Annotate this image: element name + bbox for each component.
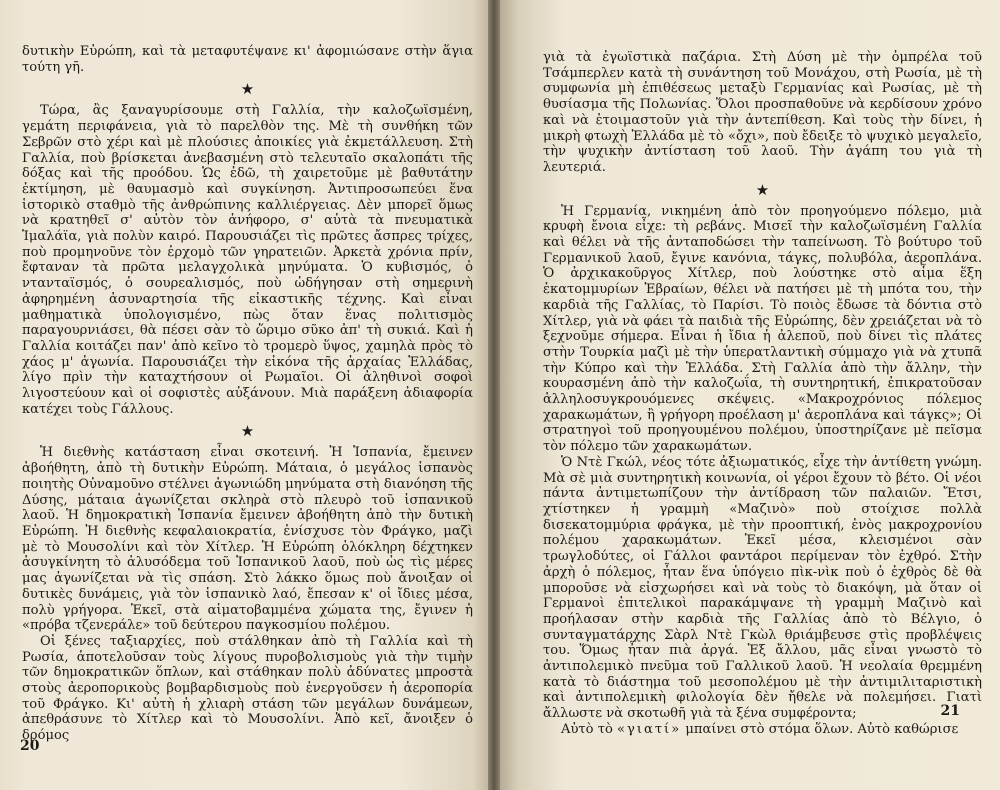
paragraph: Οἱ ξένες ταξιαρχίες, ποὺ στάλθηκαν ἀπὸ τὴ Γαλλία καὶ τὴ Ρωσία, ἀποτελοῦσαν τοὺς λίγους πυροβολισμοὺς γιὰ τὴν τιμὴν τῶν δημοκρατικῶν ὅπλων, καὶ στάθηκαν πολὺ ἀδύνατες μπροστὰ στοὺς ἀεροπορικοὺς βομβαρδισμοὺς ποὺ ἐνεργοῦσεν ἡ ἀεροπορία τοῦ Φράγκο. Κι' αὐτὴ ἡ χλιαρὴ στάση τῶν μεγάλων δυνάμεων, ἀπεθράσυνε τὸ Χίτλερ καὶ τὸ Μουσολίνι. Ἀπὸ κεῖ, ἄνοιξεν ὁ δρόμος <box>22 633 473 744</box>
section-star-icon: ★ <box>755 180 770 199</box>
left-page <box>0 0 493 790</box>
section-star-icon: ★ <box>240 422 255 441</box>
paragraph: Ἡ Γερμανία, νικημένη ἀπὸ τὸν προηγούμενο πόλεμο, μιὰ κρυφὴ ἔνοια εἶχε: τὴ ρεβάνς. Μισεῖ τὴν καλοζωϊσμένη Γαλλία καὶ θέλει νὰ τῆς ἀνταποδώσει τὴν ταπείνωση. Τὸ βούτυρο τοῦ Γερμανικοῦ λαοῦ, ἔγινε κανόνια, τάγκς, πολυβόλα, ἀεροπλάνα. Ὁ ἀρχικακοῦργος Χίτλερ, ποὺ λούστηκε στὸ αἷμα ἕξη ἑκατομμυρίων Ἑβραίων, θέλει νὰ πατήσει μὲ τὴ μπότα του, τὴν καρδιὰ τῆς Γαλλίας, τὸ Παρίσι. Τὸ ποιὸς ἔδωσε τὰ δόντια στὸ Χίτλερ, γιὰ νὰ φάει τὰ παιδιὰ τῆς Εὐρώπης, δὲν χρειάζεται νὰ τὸ ξεχνοῦμε σήμερα. Εἶναι ἡ ἴδια ἡ ἀλεποῦ, ποὺ δίνει τὶς πλάτες στὴν Τουρκία μαζὶ μὲ τὴν ὑπερατλαντικὴ σύμμαχο γιὰ νὰ χτυπᾶ τὴν Κύπρο καὶ τὴν Ἑλλάδα. Στὴ Γαλλία ἀπὸ τὴν ἄλλην, τὴν κουρασμένη ἀπὸ τὴν καλοζωΐα, τὴ συντηρητική, ἐπικρατοῦσαν ἀλληλοσυγκρουόμενες σκέψεις. «Μακροχρόνιος πόλεμος χαρακωμάτων, ἢ γρήγορη προέλαση μ' ἀεροπλάνα καὶ τάγκς»; Οἱ στρατηγοὶ τοῦ προηγουμένου πολέμου, ὑποστηρίζανε μὲ πεῖσμα τὸν πόλεμο τῶν χαρακωμάτων. <box>543 203 982 455</box>
spaced-word: «γιατί» <box>617 721 682 737</box>
left-page-text <box>22 44 473 744</box>
paragraph <box>543 722 982 738</box>
section-star-icon: ★ <box>240 80 255 99</box>
paragraph: Ἡ διεθνὴς κατάσταση εἶναι σκοτεινή. Ἡ Ἱσπανία, ἔμεινεν ἀβοήθητη, ἀπὸ τὴ δυτικὴν Εὐρώπη. Μάταια, ὁ μεγάλος ἱσπανὸς ποιητὴς Οὐναμοῦνο στέλνει ἀγωνιώδη μηνύματα στὴ διανόηση τῆς Δύσης, μάταια ἀγωνίζεται σκληρὰ στὸ πλευρὸ τοῦ ἱσπανικοῦ λαοῦ. Ἡ δημοκρατικὴ Ἱσπανία ἔμεινεν ἀβοήθητη ἀπὸ τὴν δυτικὴ Εὐρώπη. Ἡ διεθνὴς κεφαλαιοκρατία, ἐνίσχυσε τὸν Φράγκο, μαζὶ μὲ τὸ Μουσολίνι καὶ τὸν Χίτλερ. Ἡ Εὐρώπη ὁλόκληρη δέχτηκεν ἀσυγκίνητη τὸ ἀλυσόδεμα τοῦ Ἱσπανικοῦ λαοῦ, ποὺ ὡς τὶς μέρες μας ἀγωνίζεται νὰ τὶς σπάση. Στὸ λάκκο ὅμως ποὺ ἄνοιξαν οἱ δυτικὲς δυνάμεις, γιὰ τὸν ἱσπανικὸ λαό, ἔπεσαν κ' οἱ ἴδιες μέσα, πολὺ γρήγορα. Ἐκεῖ, στὰ αἱματοβαμμένα χώματα της, ἔγινεν ἡ «πρόβα τζενεράλε» τοῦ δεύτερου παγκοσμίου πολέμου. <box>22 445 473 634</box>
right-page <box>493 0 1000 790</box>
text-fragment: Αὐτὸ τὸ <box>561 721 617 737</box>
right-page-text <box>543 50 982 738</box>
paragraph: Τώρα, ἂς ξαναγυρίσουμε στὴ Γαλλία, τὴν καλοζωϊσμένη, γεμάτη περιφάνεια, γιὰ τὸ παρελθὸν της. Μὲ τὴ συνθήκη τῶν Σεβρῶν στὸ χέρι καὶ μὲ πλούσιες ἀποικίες γιὰ ἐκμετάλλευση. Στὴ Γαλλία, ποὺ βρίσκεται ἀνεβασμένη στὸ τελευταῖο σκαλοπάτι τῆς δόξας καὶ τῆς προόδου. Ὡς ἐδῶ, τὴ χαιρετοῦμε μὲ βαθυτάτην ἐκτίμηση, μὲ θαυμασμὸ καὶ συγκίνηση. Ἀντιπροσωπεύει ἕνα ἱστορικὸ σταθμὸ τῆς ἀνθρώπινης καλλιέργειας. Δὲν μπορεῖ ὅμως νὰ κρατηθεῖ σ' αὐτὸν τὸν ἀνήφορο, σ' αὐτὰ τὰ πνευματικὰ Ἰμαλάϊα, γιὰ πολὺν καιρό. Παρουσιάζει τὶς πρῶτες ἄσπρες τρίχες, ποὺ προμηνοῦνε τὸν ἐρχομὸ τῶν γηρατειῶν. Ἀρκετὰ χρόνια πρίν, ἔφταναν τὰ πρῶτα μελαγχολικὰ μηνύματα. Ὁ κυβισμός, ὁ ντανταϊσμός, ὁ σουρεαλισμός, ποὺ ὡδήγησαν στὴ σημερινὴ ἀφηρημένη ἀσυναρτησία τῆς εἰκαστικῆς τέχνης. Καὶ εἶναι μαθηματικὰ ὑπολογισμένο, πὼς ὅταν ἕνας πολιτισμὸς παραγουρνιάσει, θὰ πέσει σὰν τὸ ὥριμο σῦκο ἀπ' τὴ συκιά. Καὶ ἡ Γαλλία κοιτάζει παν' ἀπὸ κεῖνο τὸ τρομερὸ ὕψος, χαμηλὰ πρὸς τὸ χάος μ' ἀγωνία. Παρουσιάζει τὴν εἰκόνα τῆς ἀρχαίας Ἑλλάδας, λίγο πρὶν τὴν καταχτήσουν οἱ Ρωμαῖοι. Οἱ ἀληθινοὶ σοφοὶ λιγοστεύουν καὶ οἱ σοφιστὲς αὐξάνουν. Μιὰ παράξενη ἀδιαφορία κατέχει τοὺς Γάλλους. <box>22 103 473 417</box>
paragraph: δυτικὴν Εὐρώπη, καὶ τὰ μεταφυτέψανε κι' ἀφομιώσανε στὴν ἅγια τούτη γῆ. <box>22 44 473 75</box>
paragraph: γιὰ τὰ ἐγωϊστικὰ παζάρια. Στὴ Δύση μὲ τὴν ὀμπρέλα τοῦ Τσάμπερλεν κατὰ τὴ συνάντηση τοῦ Μονάχου, στὴ Ρωσία, μὲ τὴ συμφωνία μὴ ἐπιθέσεως μεταξὺ Γερμανίας καὶ Ρωσίας, μὲ τὴ θυσίασμα τῆς Πολωνίας. Ὅλοι προσπαθοῦνε νὰ κερδίσουν χρόνο καὶ νὰ ἑτοιμαστοῦν γιὰ τὴν ἀντεπίθεση. Καὶ τοὺς τὴν δίνει, ἡ μικρὴ φτωχὴ Ἑλλάδα μὲ τὸ «ὄχι», ποὺ ἔδειξε τὸ ψυχικὸ μεγαλεῖο, τὴν ψυχικὴν ἀντίσταση τοῦ λαοῦ. Τὴν ἀγάπη του γιὰ τὴ λευτεριά. <box>543 50 982 175</box>
paragraph: Ὁ Ντὲ Γκώλ, νέος τότε ἀξιωματικός, εἶχε τὴν ἀντίθετη γνώμη. Μὰ σὲ μιὰ συντηρητικὴ κοινωνία, οἱ γέροι ἔχουν τὸ βέτο. Οἱ νέοι πάντα ἀντιμετωπίζουν τὴν ἀντίδραση τῶν παλαιῶν. Ἔτσι, χτίστηκεν ἡ γραμμὴ «Μαζινὸ» ποὺ στοίχισε πολλὰ δισεκατομμύρια φράγκα, μὲ τὴν προοπτική, ἑνὸς μακροχρονίου πολέμου χαρακωμάτων. Ἐκεῖ μέσα, κλεισμένοι σὰν τρωγλοδύτες, οἱ Γάλλοι φαντάροι περίμεναν τὸν ἐχθρό. Στὴν ἀρχὴ ὁ πόλεμος, ἦταν ἕνα ὑπόγειο πὶκ-νὶκ ποὺ ὁ ἐχθρὸς δὲ θὰ μποροῦσε νὰ εἰσχωρήσει καὶ νὰ τοὺς τὸ διακόψη, μὰ ὅταν οἱ Γερμανοὶ ἐπιτελικοὶ παρακάμψανε τὴ γραμμὴ Μαζινὸ καὶ προήλασαν στὴν καρδιὰ τῆς Γαλλίας ἀπὸ τὸ Βέλγιο, ὁ συνταγματάρχης Σὰρλ Ντὲ Γκὼλ θριάμβευσε στὶς προβλέψεις του. Ὅμως ἦταν πιὰ ἀργά. Ἐξ ἄλλου, μᾶς εἶναι γνωστὸ τὸ ἀντιπολεμικὸ πνεῦμα τοῦ Γαλλικοῦ λαοῦ. Ἡ νεολαία θρεμμένη κατὰ τὸ διάστημα τοῦ μεσοπολέμου μὲ τὴν ἀντιμιλιταριστικὴ καὶ ἀντιπολεμικὴ φιλολογία δὲν ἤθελε νὰ πολεμήσει. Γιατὶ ἄλλωστε νὰ σκοτωθῆ γιὰ τὰ ξένα συμφέροντα; <box>543 454 982 722</box>
book-gutter <box>488 0 500 790</box>
page-number: 21 <box>940 703 960 719</box>
text-fragment: μπαίνει στὸ στόμα ὅλων. Αὐτὸ καθώρισε <box>681 721 959 737</box>
page-number: 20 <box>20 738 40 754</box>
